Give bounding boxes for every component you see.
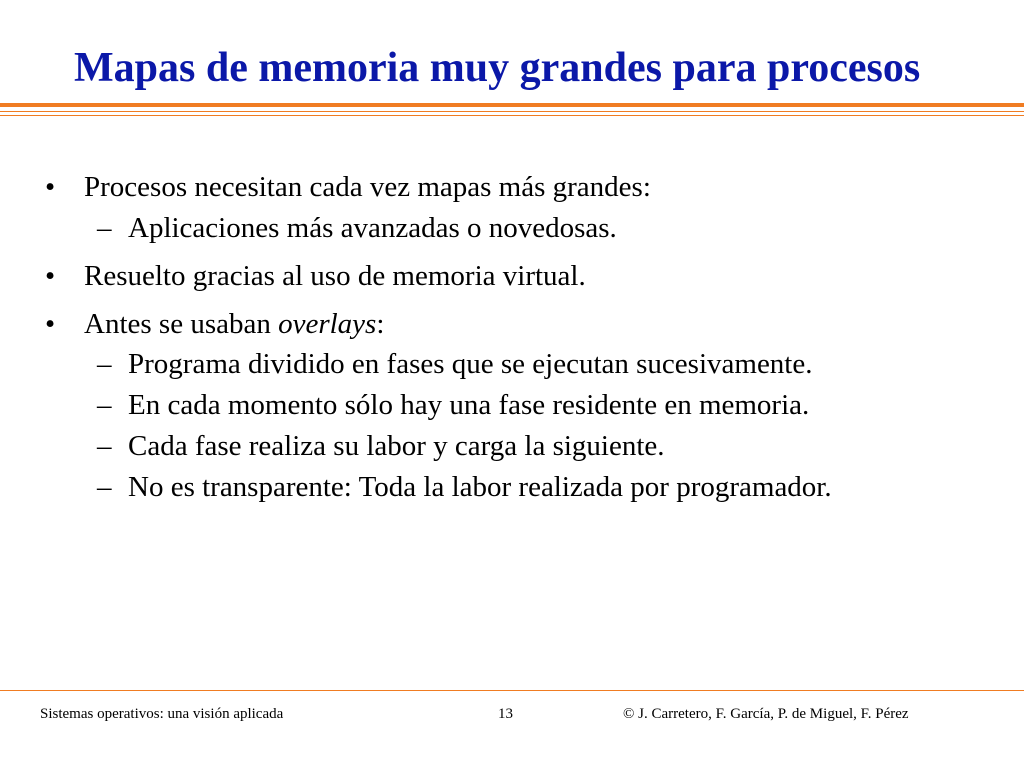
- bullet-marker: •: [45, 171, 56, 203]
- bullet-text: Procesos necesitan cada vez mapas más grandes:: [84, 171, 651, 203]
- sub-item-text: Cada fase realiza su labor y carga la siguiente.: [128, 430, 665, 462]
- dash-marker: –: [97, 389, 112, 421]
- bullet-text-prefix: Antes se usaban: [84, 308, 279, 340]
- title-underline-thin-2: [0, 115, 1024, 116]
- title-underline-thin: [0, 111, 1024, 112]
- footer-copyright: © J. Carretero, F. García, P. de Miguel, F. Pérez: [623, 706, 909, 722]
- page-number: 13: [498, 706, 513, 722]
- bullet-marker: •: [45, 260, 56, 292]
- bullet-marker: •: [45, 308, 56, 340]
- slide-title: Mapas de memoria muy grandes para procesos: [74, 45, 921, 91]
- sub-item-text: No es transparente: Toda la labor realizada por programador.: [128, 471, 832, 503]
- bullet-text: [84, 310, 384, 339]
- footer-divider: [0, 690, 1024, 691]
- bullet-text-italic: overlays: [278, 308, 377, 340]
- title-underline-thick: [0, 103, 1024, 107]
- dash-marker: –: [97, 348, 112, 380]
- footer-book-title: Sistemas operativos: una visión aplicada: [40, 706, 284, 722]
- sub-item-text: En cada momento sólo hay una fase residente en memoria.: [128, 389, 810, 421]
- sub-item-text: Aplicaciones más avanzadas o novedosas.: [128, 212, 617, 244]
- dash-marker: –: [97, 430, 112, 462]
- sub-item-text: Programa dividido en fases que se ejecutan sucesivamente.: [128, 348, 813, 380]
- dash-marker: –: [97, 471, 112, 503]
- bullet-text: Resuelto gracias al uso de memoria virtual.: [84, 260, 586, 292]
- dash-marker: –: [97, 212, 112, 244]
- bullet-text-suffix: :: [376, 308, 385, 340]
